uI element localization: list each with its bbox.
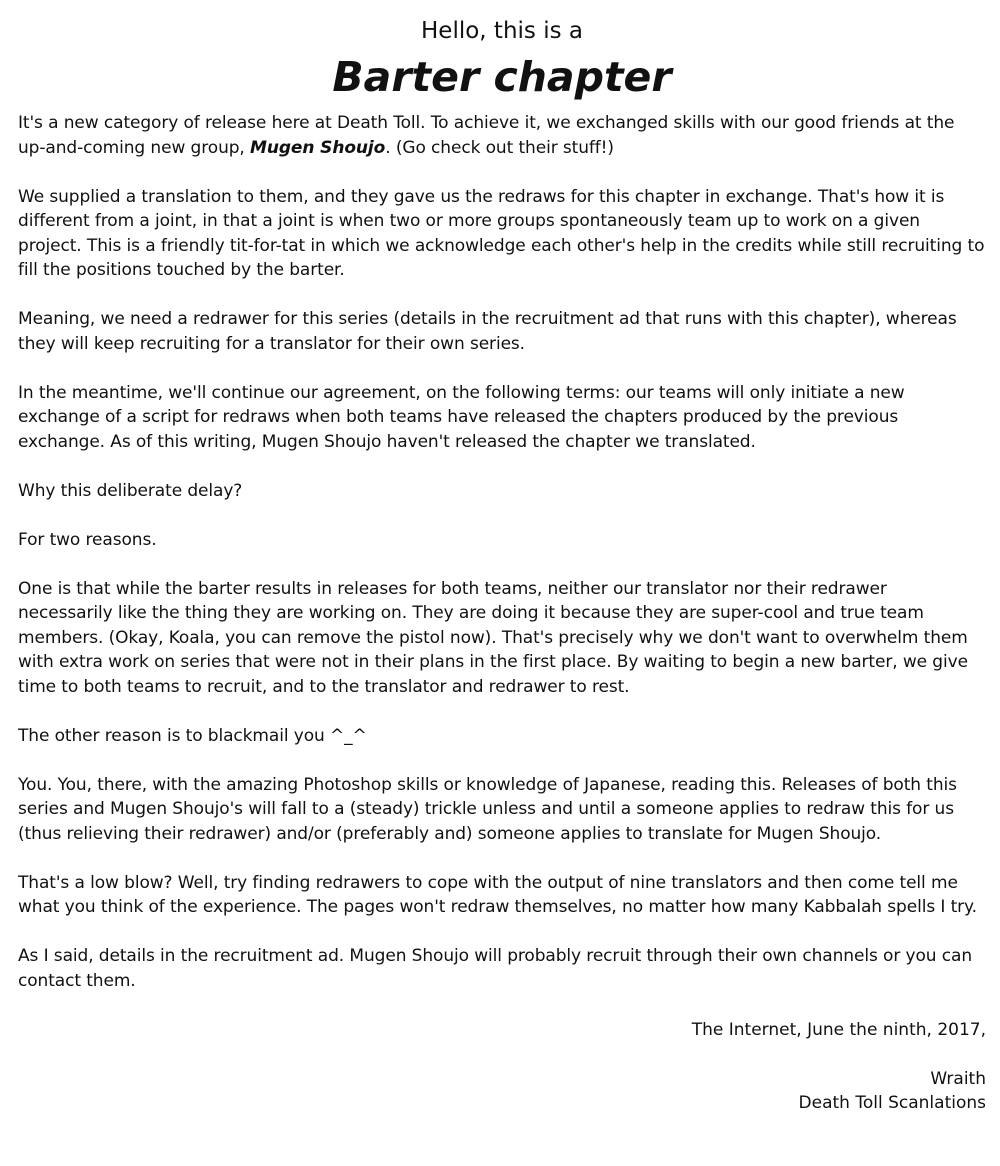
paragraph-8: The other reason is to blackmail you ^_^ bbox=[18, 725, 367, 746]
paragraph-11: As I said, details in the recruitment ad. Mugen Shoujo will probably recruit through their own channels or you can contact them. bbox=[18, 946, 972, 991]
paragraph-7: One is that while the barter results in releases for both teams, neither our translator nor their redrawer necessarily like the thing they are working on. They are doing it because they are super-cool and true team members. (Okay, Koala, you can remove the pistol now). That's precisely why we don't want to overwhelm them with extra work on series that were not in their plans in the first place. By waiting to begin a new barter, we give time to both teams to recruit, and to the translator and redrawer to rest. bbox=[18, 578, 968, 697]
signoff bbox=[18, 1018, 986, 1116]
paragraph-9: You. You, there, with the amazing Photoshop skills or knowledge of Japanese, reading this. Releases of both this series and Mugen Shoujo's will fall to a (steady) trickle unless and until a someone applies to redraw this for us (thus relieving their redrawer) and/or (preferably and) someone applies to translate for Mugen Shoujo. bbox=[18, 774, 957, 844]
paragraph-1 bbox=[18, 111, 986, 160]
signoff-name: Wraith bbox=[930, 1068, 986, 1089]
paragraph-6: For two reasons. bbox=[18, 529, 157, 550]
body-text bbox=[18, 111, 986, 993]
paragraph-3: Meaning, we need a redrawer for this series (details in the recruitment ad that runs with this chapter), whereas they will keep recruiting for a translator for their own series. bbox=[18, 309, 957, 354]
group-name-emphasis: Mugen Shoujo bbox=[250, 137, 386, 158]
intro-line: Hello, this is a bbox=[421, 18, 583, 44]
paragraph-2: We supplied a translation to them, and they gave us the redraws for this chapter in exchange. That's how it is different from a joint, in that a joint is when two or more groups spontaneously team up to work on a given project. This is a friendly tit-for-tat in which we acknowledge each other's help in the credits while still recruiting to fill the positions touched by the barter. bbox=[18, 186, 985, 280]
paragraph-1-after: . (Go check out their stuff!) bbox=[385, 137, 614, 158]
signoff-group: Death Toll Scanlations bbox=[798, 1093, 986, 1113]
paragraph-5: Why this deliberate delay? bbox=[18, 480, 243, 501]
page-title: Barter chapter bbox=[332, 53, 672, 101]
paragraph-1-before: It's a new category of release here at Death Toll. To achieve it, we exchanged skills with our good friends at the up-and-coming new group, bbox=[18, 113, 955, 158]
signoff-date: The Internet, June the ninth, 2017, bbox=[691, 1019, 986, 1040]
paragraph-10: That's a low blow? Well, try finding redrawers to cope with the output of nine translators and then come tell me what you think of the experience. The pages won't redraw themselves, no matter how many Kabbalah spells I try. bbox=[18, 872, 977, 917]
document-page bbox=[18, 14, 986, 1116]
paragraph-4: In the meantime, we'll continue our agreement, on the following terms: our teams will only initiate a new exchange of a script for redraws when both teams have released the chapters produced by the previous exchange. As of this writing, Mugen Shoujo haven't released the chapter we translated. bbox=[18, 382, 905, 452]
